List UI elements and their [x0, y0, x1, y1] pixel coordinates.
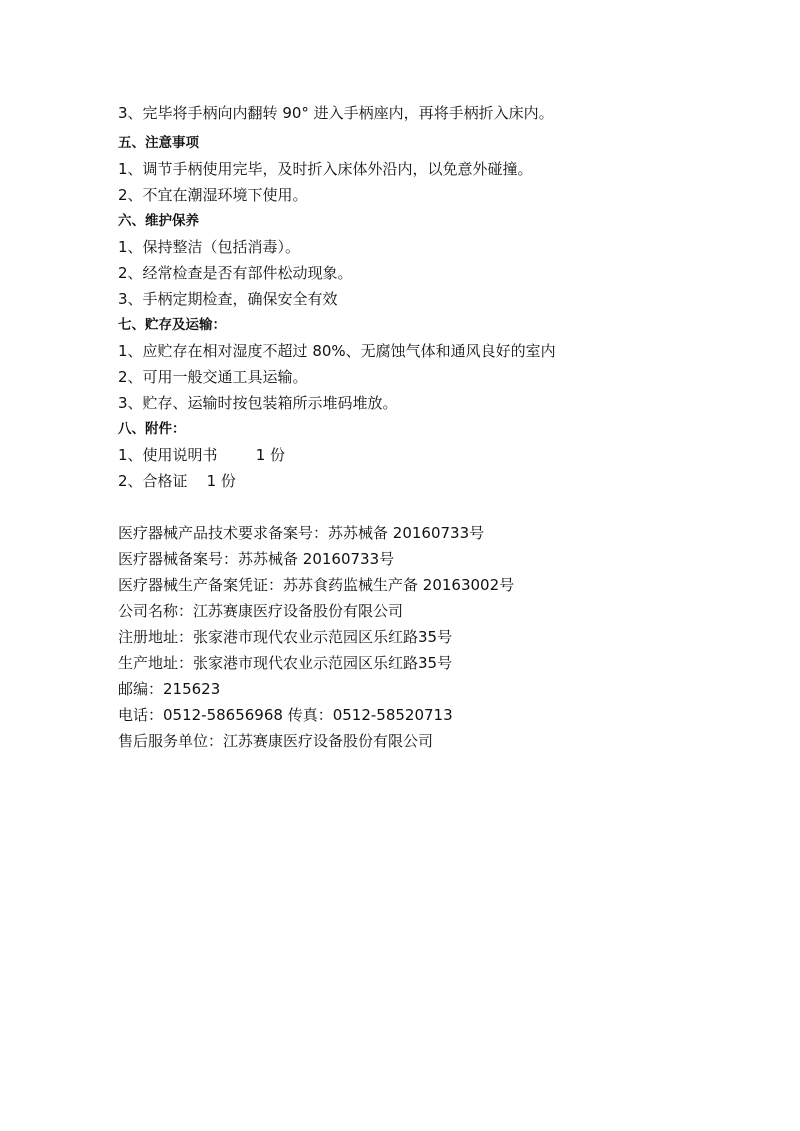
list-item: 2、经常检查是否有部件松动现象。 [118, 264, 353, 282]
section-heading-precautions: 五、注意事项 [118, 135, 199, 151]
section-operation-tail [118, 100, 718, 126]
list-item: 2、合格证 1 份 [118, 472, 236, 490]
list-item: 2、不宜在潮湿环境下使用。 [118, 186, 308, 204]
section-heading-storage-transport: 七、贮存及运输： [118, 317, 226, 333]
document-page [118, 100, 718, 754]
list-item: 1、调节手柄使用完毕，及时折入床体外沿内，以免意外碰撞。 [118, 160, 533, 178]
company-name: 公司名称：江苏赛康医疗设备股份有限公司 [118, 602, 404, 620]
production-filing-certificate: 医疗器械生产备案凭证：苏苏食药监械生产备 20163002号 [118, 576, 515, 594]
list-item: 1、保持整洁（包括消毒）。 [118, 238, 301, 256]
list-item: 3、手柄定期检查，确保安全有效 [118, 290, 338, 308]
list-item: 3、完毕将手柄向内翻转 90° 进入手柄座内，再将手柄折入床内。 [118, 104, 554, 122]
device-filing-no: 医疗器械备案号：苏苏械备 20160733号 [118, 550, 395, 568]
company-info [118, 520, 718, 754]
list-item: 1、应贮存在相对湿度不超过 80%、无腐蚀气体和通风良好的室内 [118, 342, 556, 360]
section-storage-transport [118, 312, 718, 416]
phone-fax: 电话：0512-58656968 传真：0512-58520713 [118, 706, 453, 724]
product-tech-requirement-filing-no: 医疗器械产品技术要求备案号：苏苏械备 20160733号 [118, 524, 485, 542]
section-accessories [118, 416, 718, 494]
after-sales-service-unit: 售后服务单位：江苏赛康医疗设备股份有限公司 [118, 732, 434, 750]
production-address: 生产地址：张家港市现代农业示范园区乐红路35号 [118, 654, 453, 672]
list-item: 2、可用一般交通工具运输。 [118, 368, 308, 386]
section-maintenance [118, 208, 718, 312]
section-heading-maintenance: 六、维护保养 [118, 213, 199, 229]
section-heading-accessories: 八、附件： [118, 421, 186, 437]
registered-address: 注册地址：张家港市现代农业示范园区乐红路35号 [118, 628, 453, 646]
list-item: 3、贮存、运输时按包装箱所示堆码堆放。 [118, 394, 398, 412]
spacer [118, 494, 718, 520]
postal-code: 邮编：215623 [118, 680, 221, 698]
section-precautions [118, 130, 718, 208]
list-item: 1、使用说明书 1 份 [118, 446, 286, 464]
